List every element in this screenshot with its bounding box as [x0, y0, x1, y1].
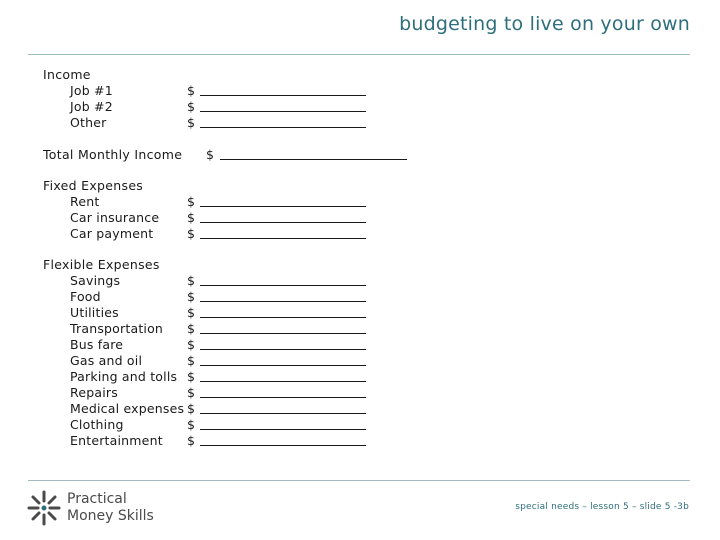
currency-symbol: $ [187, 417, 195, 432]
total-income-row [43, 147, 214, 163]
starburst-icon [27, 489, 63, 527]
currency-symbol: $ [187, 369, 195, 384]
logo-wordmark [67, 491, 154, 525]
currency-symbol: $ [187, 115, 195, 130]
currency-symbol: $ [187, 433, 195, 448]
fixed-expense-row [43, 210, 195, 226]
currency-symbol: $ [187, 273, 195, 288]
flexible-expense-label: Medical expenses [70, 401, 185, 416]
flexible-expense-amount-blank[interactable] [200, 429, 366, 430]
currency-symbol: $ [187, 194, 195, 209]
flexible-expense-amount-blank[interactable] [200, 285, 366, 286]
page-title: budgeting to live on your own [399, 13, 690, 35]
currency-symbol: $ [187, 99, 195, 114]
flexible-expense-amount-blank[interactable] [200, 397, 366, 398]
flexible-expense-label: Gas and oil [70, 353, 143, 368]
fixed-expense-label: Rent [70, 194, 100, 209]
flexible-expense-amount-blank[interactable] [200, 333, 366, 334]
flexible-expense-row [43, 385, 195, 401]
fixed-expense-label: Car payment [70, 226, 154, 241]
fixed-expense-row [43, 226, 195, 242]
flexible-expense-amount-blank[interactable] [200, 381, 366, 382]
flexible-expense-row [43, 433, 195, 449]
top-divider [28, 54, 690, 55]
fixed-expense-amount-blank[interactable] [200, 222, 366, 223]
bottom-divider [28, 480, 690, 481]
flexible-expense-row [43, 401, 195, 417]
flexible-expense-label: Savings [70, 273, 121, 288]
flexible-expense-row [43, 321, 195, 337]
flexible-expense-label: Repairs [70, 385, 118, 400]
logo-line-1: Practical [67, 491, 127, 507]
income-item-label: Job #1 [70, 83, 113, 98]
income-item-row [43, 83, 195, 99]
fixed-expense-amount-blank[interactable] [200, 238, 366, 239]
practical-money-skills-logo [27, 489, 167, 527]
fixed-expenses-section-title: Fixed Expenses [43, 178, 144, 193]
income-item-label: Other [70, 115, 107, 130]
slide-footer: special needs – lesson 5 – slide 5 -3b [515, 502, 689, 512]
currency-symbol: $ [187, 337, 195, 352]
flexible-expenses-list [43, 273, 195, 449]
flexible-expense-row [43, 273, 195, 289]
flexible-expense-row [43, 305, 195, 321]
currency-symbol: $ [187, 83, 195, 98]
flexible-expense-amount-blank[interactable] [200, 445, 366, 446]
total-income-label: Total Monthly Income [43, 147, 183, 162]
flexible-expense-label: Transportation [70, 321, 164, 336]
income-item-amount-blank[interactable] [200, 127, 366, 128]
income-section-title: Income [43, 67, 91, 82]
currency-symbol: $ [187, 210, 195, 225]
currency-symbol: $ [187, 289, 195, 304]
flexible-expense-amount-blank[interactable] [200, 365, 366, 366]
flexible-expense-label: Entertainment [70, 433, 163, 448]
flexible-expense-label: Bus fare [70, 337, 124, 352]
income-item-label: Job #2 [70, 99, 113, 114]
currency-symbol: $ [187, 353, 195, 368]
flexible-expense-label: Utilities [70, 305, 119, 320]
logo-line-2: Money Skills [67, 508, 154, 524]
budget-worksheet [43, 67, 214, 449]
income-item-amount-blank[interactable] [200, 95, 366, 96]
fixed-expense-label: Car insurance [70, 210, 160, 225]
flexible-expense-row [43, 369, 195, 385]
fixed-expense-row [43, 194, 195, 210]
flexible-expense-label: Clothing [70, 417, 124, 432]
currency-symbol: $ [187, 401, 195, 416]
flexible-expenses-section-title: Flexible Expenses [43, 257, 160, 272]
currency-symbol: $ [187, 305, 195, 320]
flexible-expense-label: Food [70, 289, 101, 304]
flexible-expense-row [43, 417, 195, 433]
flexible-expense-row [43, 289, 195, 305]
income-item-row [43, 99, 195, 115]
flexible-expense-label: Parking and tolls [70, 369, 178, 384]
flexible-expense-amount-blank[interactable] [200, 301, 366, 302]
currency-symbol: $ [206, 147, 214, 162]
fixed-expenses-list [43, 194, 195, 242]
currency-symbol: $ [187, 226, 195, 241]
flexible-expense-amount-blank[interactable] [200, 413, 366, 414]
flexible-expense-row [43, 337, 195, 353]
flexible-expense-row [43, 353, 195, 369]
income-list [43, 83, 195, 131]
currency-symbol: $ [187, 385, 195, 400]
income-item-row [43, 115, 195, 131]
flexible-expense-amount-blank[interactable] [200, 349, 366, 350]
total-income-blank[interactable] [220, 159, 407, 160]
income-item-amount-blank[interactable] [200, 111, 366, 112]
fixed-expense-amount-blank[interactable] [200, 206, 366, 207]
flexible-expense-amount-blank[interactable] [200, 317, 366, 318]
currency-symbol: $ [187, 321, 195, 336]
